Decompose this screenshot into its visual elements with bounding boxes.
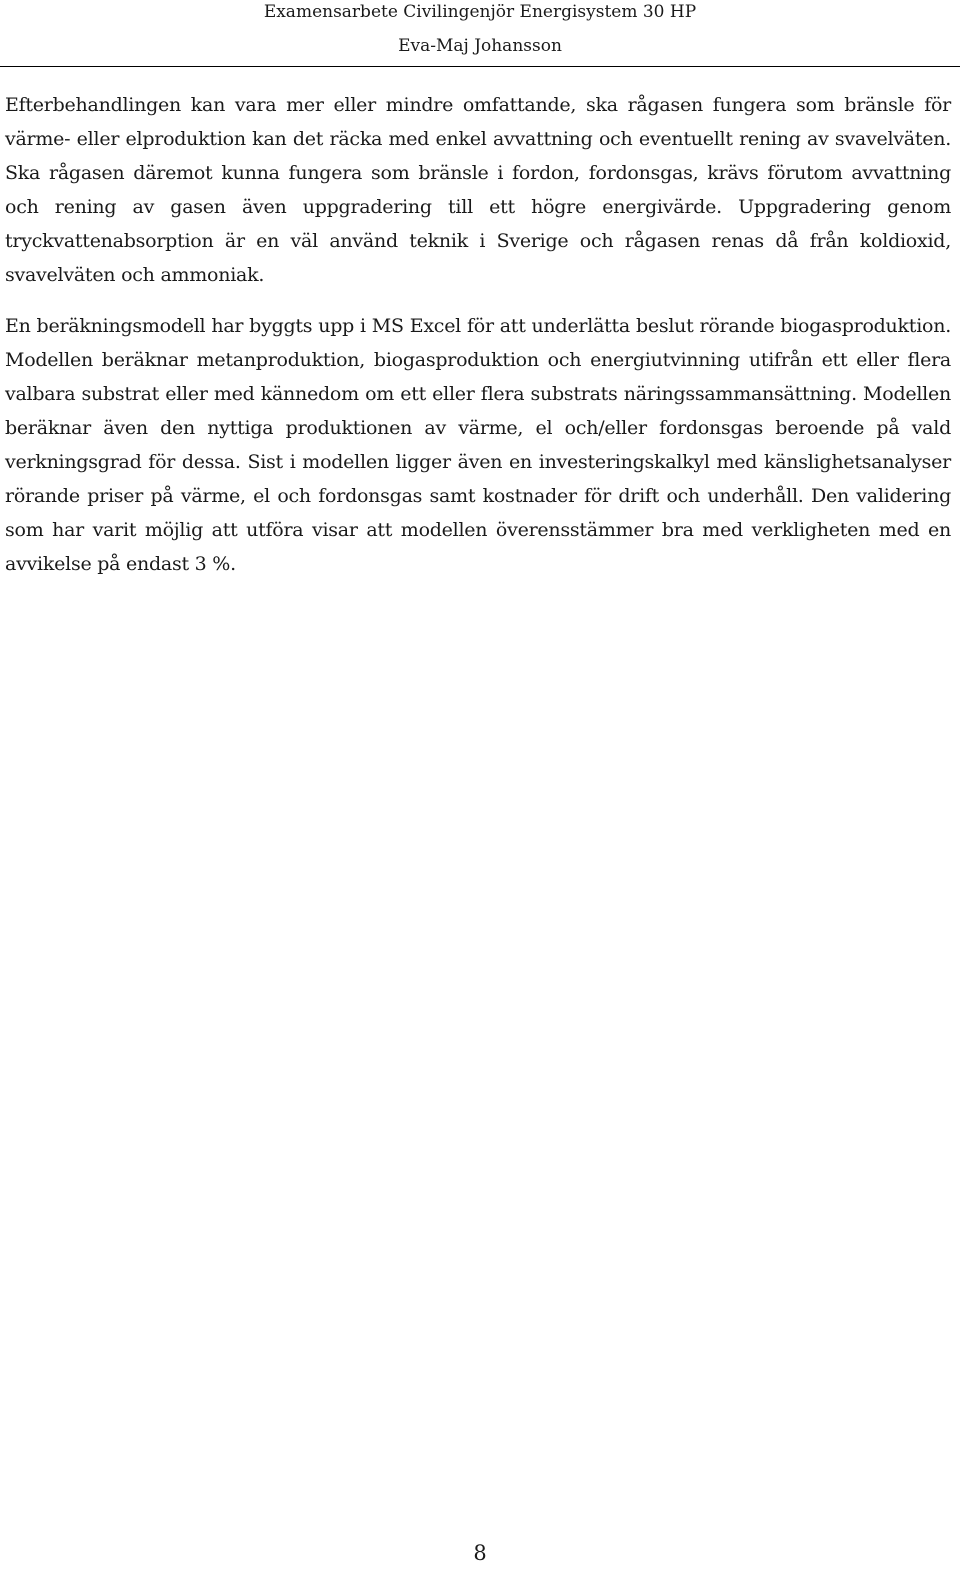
paragraph-post-treatment: Efterbehandlingen kan vara mer eller mindre omfattande, ska rågasen fungera som bränsle för värme- eller elproduktion kan det räcka med enkel avvattning och eventuellt rening av svavelväten. Ska rågasen däremot kunna fungera som bränsle i fordon, fordonsgas, krävs förutom avvattning och rening av gasen även uppgradering till ett högre energivärde. Uppgradering genom tryckvattenabsorption är en väl använd teknik i Sverige och rågasen renas då från koldioxid, svavelväten och ammoniak.: [5, 94, 951, 286]
header-divider: [0, 66, 960, 67]
header-author: Eva-Maj Johansson: [398, 36, 562, 56]
page-number: 8: [473, 1541, 487, 1565]
paragraph-calculation-model: En beräkningsmodell har byggts upp i MS Excel för att underlätta beslut rörande biogasproduktion. Modellen beräknar metanproduktion, biogasproduktion och energiutvinning utifrån ett eller flera valbara substrat eller med kännedom om ett eller flera substrats näringssammansättning. Modellen beräknar även den nyttiga produktionen av värme, el och/eller fordonsgas beroende på vald verkningsgrad för dessa. Sist i modellen ligger även en investeringskalkyl med känslighetsanalyser rörande priser på värme, el och fordonsgas samt kostnader för drift och underhåll. Den validering som har varit möjlig att utföra visar att modellen överensstämmer bra med verkligheten med en avvikelse på endast 3 %.: [5, 315, 951, 575]
header-title: Examensarbete Civilingenjör Energisystem 30 HP: [263, 2, 697, 22]
